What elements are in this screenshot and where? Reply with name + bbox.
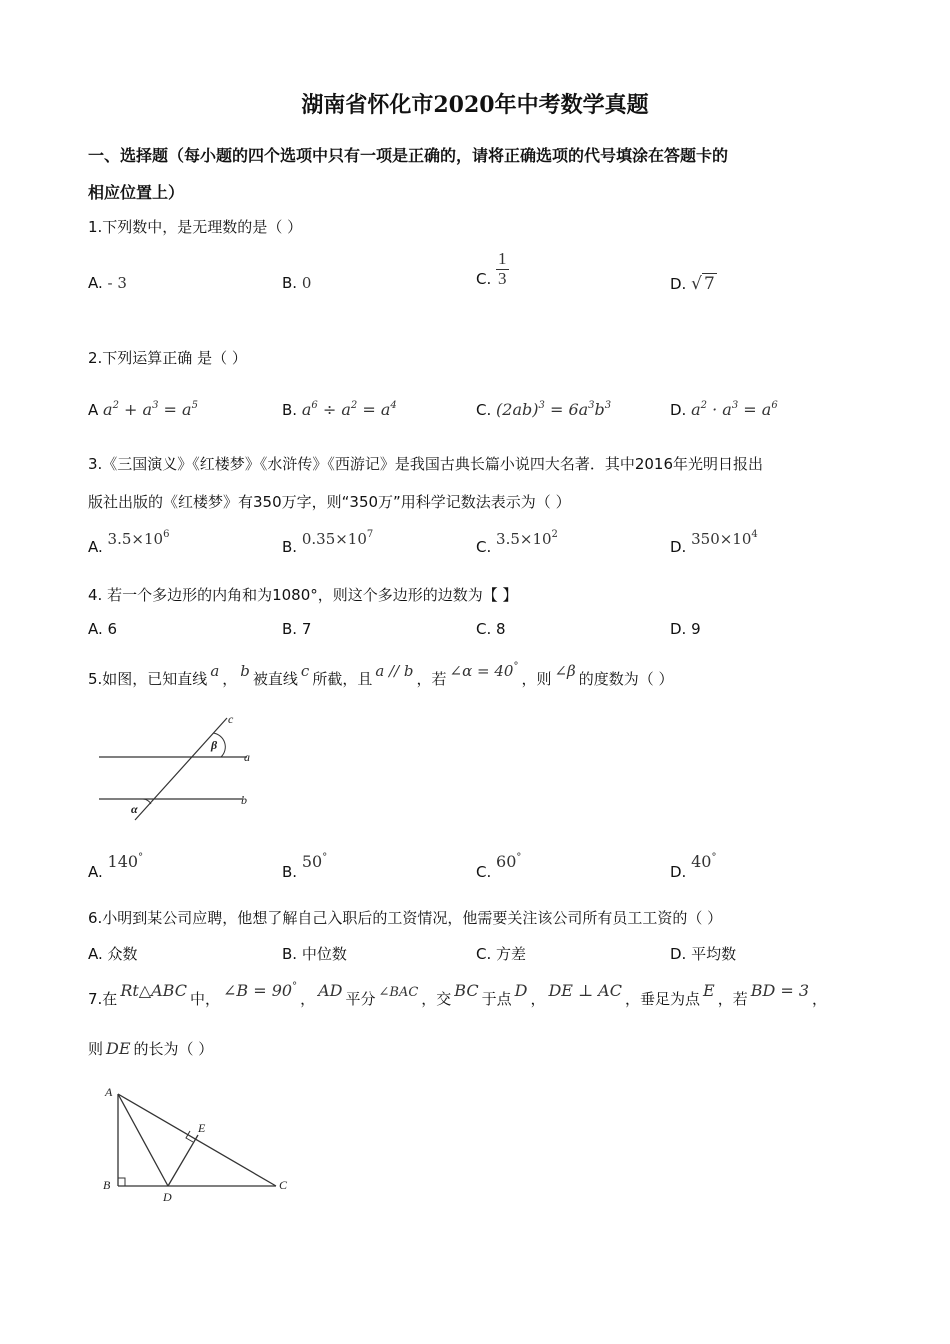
expression-base: 3.5×10 [496,530,552,548]
q5-option-d[interactable] [670,852,717,881]
stem-text: 平分 [345,990,376,1008]
angle-b: ∠B = 90 [222,981,293,1000]
q5-figure [95,712,265,827]
option-expression: 40° [691,852,717,871]
option-label: D. [670,401,687,419]
option-label: D. [670,863,687,881]
q6-option-b[interactable]: B. 中位数 [282,945,347,963]
option-value: - 3 [107,274,127,292]
stem-text: 则 [88,1040,104,1058]
stem-text: 7.在 [88,990,118,1008]
option-expression: $(2ab)^3 = 6a^3b^3$ [496,400,612,419]
option-value: 50 [301,852,323,871]
label-d: D [163,1190,172,1204]
q1-option-b[interactable] [282,274,311,292]
section-heading-line1: 一、选择题（每小题的四个选项中只有一项是正确的，请将正确选项的代号填涂在答题卡的 [88,146,729,165]
option-label: C. [476,269,492,288]
math-expression: a // b [375,662,414,680]
stem-text: ，交 [421,990,452,1008]
math-expression: DE [106,1039,131,1058]
q7-figure [100,1080,300,1205]
label-beta: β [211,738,218,752]
expression-exponent: 2 [551,529,558,540]
option-label: A. [88,863,103,881]
math-var: a [210,662,220,680]
math-expression: ∠BAC [378,985,419,1000]
expression-exponent: 6 [163,529,170,540]
math-expression: BD = 3 [750,981,810,1000]
option-label: A. [88,274,103,292]
fraction-numerator: 1 [498,249,507,268]
q2-option-c[interactable] [476,400,611,419]
math-expression: Rt△ABC [120,981,187,1000]
label-alpha: α [131,802,138,816]
q5-option-a[interactable] [88,852,144,881]
q6-option-d[interactable]: D. 平均数 [670,945,737,963]
stem-text: 中， [189,990,220,1008]
option-value: 140 [107,852,139,871]
option-expression: $a^6 \div a^2 = a^4$ [301,400,397,419]
stem-text: 的长为（ ） [133,1040,214,1058]
label-a: a [244,750,250,764]
segment-de [168,1135,198,1186]
stem-text: 被直线 [252,670,298,688]
option-expression: $a^2 \cdot a^3 = a^6$ [691,400,778,419]
option-expression: 140° [107,852,144,871]
q4-option-c[interactable]: C. 8 [476,620,506,638]
question-7-stem-line2 [88,1038,213,1059]
q5-option-b[interactable] [282,852,328,881]
option-value: 0 [301,274,312,292]
label-b: b [241,793,247,807]
option-value: 60 [496,852,517,871]
option-expression [108,530,170,548]
option-label: D. [670,538,687,556]
math-expression: ∠β [554,662,576,680]
question-3-stem-line1: 3.《三国演义》《红楼梦》《水浒传》《西游记》是我国古典长篇小说四大名著．其中2016年光明日报出 [88,455,763,473]
q6-option-a[interactable]: A. 众数 [88,945,138,963]
option-label: C. [476,863,492,881]
stem-text: ，垂足为点 [624,990,700,1008]
question-6-stem: 6.小明到某公司应聘，他想了解自己入职后的工资情况，他需要关注该公司所有员工工资的（ ） [88,909,723,927]
stem-text: 所截，且 [312,670,373,688]
square-root: √ 7 [691,274,715,294]
math-expression: E [703,981,715,1000]
angle-condition: ∠α = 40 [449,662,514,680]
question-7-stem-line1 [88,980,828,1008]
q1-option-c[interactable] [476,250,509,288]
stem-text: ，则 [521,670,552,688]
math-expression: D [514,981,528,1000]
segment-ac [118,1094,276,1186]
option-expression [302,530,373,548]
q4-option-d[interactable]: D. 9 [670,620,701,638]
math-var: b [240,662,250,680]
q1-option-a[interactable] [88,274,127,292]
radicand: 7 [703,274,715,294]
option-label: A [88,401,99,419]
label-c: C [279,1178,288,1192]
option-expression [691,530,758,548]
label-a: A [105,1085,113,1099]
option-label: B. [282,538,298,556]
expression-base: 0.35×10 [301,530,367,548]
label-c: c [228,712,234,726]
q5-option-c[interactable] [476,852,522,881]
stem-text: 5.如图，已知直线 [88,670,208,688]
math-expression: DE ⊥ AC [548,981,622,1000]
option-label: B. [282,401,298,419]
label-e: E [198,1121,206,1135]
question-2-stem: 2.下列运算正确 是（ ） [88,349,247,367]
option-expression: 50° [301,852,328,871]
option-value: 40 [691,852,712,871]
stem-text: ，若 [717,990,748,1008]
question-1-stem: 1.下列数中，是无理数的是（ ） [88,218,303,236]
option-label: A. [88,538,103,556]
q3-option-a[interactable] [88,529,170,556]
q3-option-d[interactable] [670,529,758,556]
option-label: B. [282,863,298,881]
math-expression: AD [318,981,343,1000]
stem-text: 于点 [481,990,512,1008]
q3-option-c[interactable] [476,529,558,556]
fraction-denominator: 3 [498,268,507,288]
q4-option-b[interactable]: B. 7 [282,620,312,638]
option-expression: $a^2 + a^3 = a^5$ [103,400,198,419]
page-title: 湖南省怀化市2020年中考数学真题 [301,92,649,118]
q2-option-a[interactable] [88,400,198,419]
math-expression: BC [454,981,479,1000]
question-3-stem-line2: 版社出版的《红楼梦》有350万字，则“350万”用科学记数法表示为（ ） [88,493,571,511]
label-b: B [103,1178,111,1192]
stem-text: ，若 [416,670,447,688]
question-4-stem: 4. 若一个多边形的内角和为1080°，则这个多边形的边数为【 】 [88,586,518,604]
expression-base: 350×10 [691,530,752,548]
q2-option-b[interactable] [282,400,397,419]
option-label: C. [476,401,492,419]
question-5-stem: 5.如图，已知直线 a ， b 被直线 c 所截，且 a // b ，若 ∠α = 40°，则 ∠β 的度数为（ ） [88,661,674,688]
q1-option-d[interactable] [670,274,717,294]
option-label: D. [670,275,687,293]
stem-text: 的度数为（ ） [578,670,674,688]
q3-option-b[interactable] [282,529,374,556]
expression-exponent: 7 [366,529,374,540]
q4-option-a[interactable]: A. 6 [88,620,118,638]
q6-option-c[interactable]: C. 方差 [476,945,527,963]
stem-text: ， [300,990,316,1008]
math-expression: ∠α = 40° [449,661,519,680]
q2-option-d[interactable] [670,400,778,419]
segment-ad [118,1094,168,1186]
option-label: C. [476,538,492,556]
option-label: B. [282,274,298,292]
fraction [496,250,509,288]
math-expression: ∠B = 90° [222,981,298,1000]
option-expression: 60° [496,852,522,871]
expression-base: 3.5×10 [107,530,164,548]
stem-text: ， [530,990,546,1008]
section-heading-line2: 相应位置上） [88,183,185,202]
option-expression [496,530,558,548]
math-var: c [300,662,310,680]
stem-text: ， [812,990,828,1008]
expression-exponent: 4 [751,529,758,540]
right-angle-b [118,1178,125,1186]
